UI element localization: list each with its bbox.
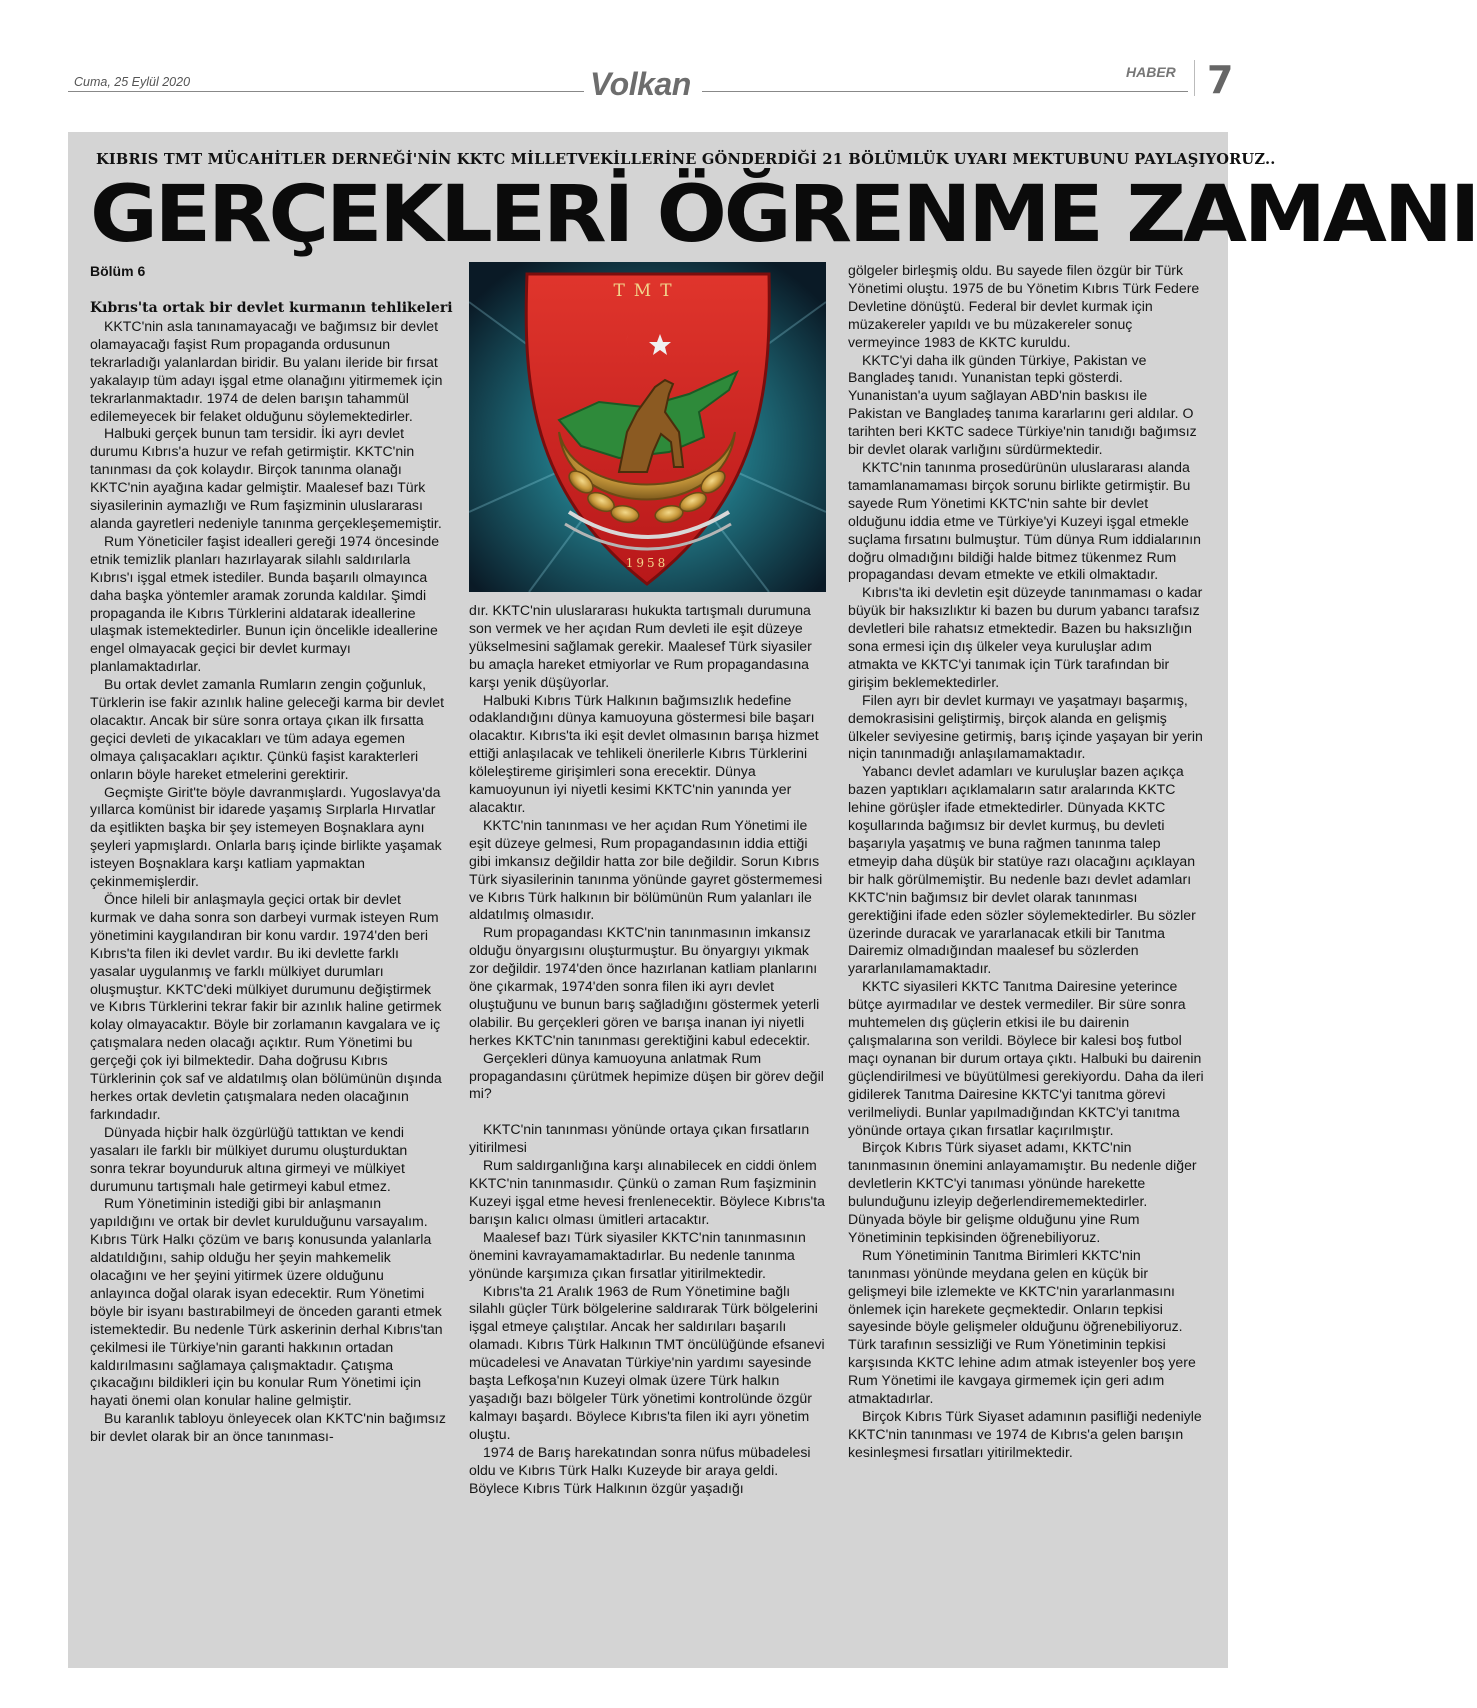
- paragraph: Halbuki Kıbrıs Türk Halkının bağımsızlık hedefine odaklandığını dünya kamuoyuna göstermesi bile başarı olacaktır. Kıbrıs'ta iki eşit devlet olmasının barışa hizmet ettiği anlaşılacak ve tehlikeli önerilerle Kıbrıs Türklerini köleleştireme girişimleri sona erecektir. Dünya kamuoyunun iyi niyetli kesimi KKTC'nin yanında yer alacaktır.: [469, 691, 819, 815]
- newspaper-logo: Volkan: [590, 66, 691, 102]
- paragraph: Halbuki gerçek bunun tam tersidir. İki ayrı devlet durumu Kıbrıs'a huzur ve refah getirmiştir. KKTC'nin tanınması da çok kolaydır. Birçok tanınma olanağı KKTC'nin ayağına kadar gelmiştir. Maalesef bazı Türk siyasilerinin aymazlığı ve Rum faşizminin uluslararası alanda gayretleri nedeniyle tanınma gerçekleşememiştir.: [90, 425, 442, 531]
- paragraph: Rum propagandası KKTC'nin tanınmasının imkansız olduğu önyargısını oluşturmuştur. Bu önyargıyı yıkmak zor değildir. 1974'den önce hazırlanan katliam planlarını öne çıkarmak, 1974'den sonra filen iki ayrı devlet oluştuğunu ve bunun barış sağladığını göstermek yeterli olabilir. Bu gerçekleri gören ve barışa inanan iyi niyetli herkes KKTC'nin tanınması gerektiğini kabul edecektir.: [469, 924, 820, 1048]
- paragraph: KKTC'nin tanınması ve her açıdan Rum Yönetimi ile eşit düzeye gelmesi, Rum propagandasının iddia ettiği gibi imkansız değildir hatta zor bile değildir. Sorun Kıbrıs Türk siyasilerinin tanınma yönünde gayret göstermemesi ve Kıbrıs Türk halkının bir bölümünün Rum yalanları ile aldatılmış olmasıdır.: [469, 816, 823, 923]
- tmt-emblem-image: [469, 262, 826, 592]
- paragraph: Yabancı devlet adamları ve kuruluşlar bazen açıkça bazen yaptıkları açıklamaların satır aralarında KKTC lehine görüşler ifade etmektedirler. Dünyada KKTC koşullarında bağımsız bir devlet kurmuş, bu devleti başarıyla yaşatmış ve buna rağmen tanınma talep etmeyip daha düşük bir statüye razı olacağını açıklayan bir halk görülmemiştir. Bu nedenle bazı devlet adamları KKTC'nin bağımsız bir devlet olarak tanınması gerektiğini ifade eden sözler söylemektedirler. Bu sözler üzerinde duracak ve yararlanacak etkili bir Tanıtma Dairemiz olmadığından maalesef bu sözlerden yararlanılamamaktadır.: [848, 763, 1196, 977]
- paragraph: KKTC'nin asla tanınamayacağı ve bağımsız bir devlet olamayacağı faşist Rum propaganda ordusunun tekrarladığı yalanlardan biridir. Bu yalanı ileride bir fırsat yakalayıp tüm adayı işgal etme olanağını yitirmemek için tekrarlanmaktadır. 1974 de delen barışın tahammül edilemeyecek bir felaket olduğunu söylemektedirler.: [90, 318, 443, 424]
- paragraph: Rum saldırganlığına karşı alınabilecek en ciddi önlem KKTC'nin tanınmasıdır. Çünkü o zaman Rum faşizminin Kuzeyi işgal etme hevesi frenlenecektir. Böylece Kıbrıs'ta barışın kalıcı olması ümitleri artacaktır.: [469, 1157, 825, 1227]
- paragraph: Rum Yöneticiler faşist idealleri gereği 1974 öncesinde etnik temizlik planları hazırlayarak silahlı saldırılarla Kıbrıs'ı işgal etmek istediler. Bunda başarılı olmayınca daha başka yöntemler aramak zorunda kaldılar. Şimdi propaganda ile Kıbrıs Türklerini aldatarak ideallerine ulaşmak istemektedirler. Bunun için öncelikle ideallerine engel olmayacak geçici bir devlet kurmayı planlamaktadırlar.: [90, 532, 440, 675]
- paragraph: 1974 de Barış harekatından sonra nüfus mübadelesi oldu ve Kıbrıs Türk Halkı Kuzeyde bir araya geldi. Böylece Kıbrıs Türk Halkının özgür yaşadığı: [469, 1443, 811, 1496]
- article-part: Bölüm 6: [90, 263, 146, 279]
- article-subhead: Kıbrıs'ta ortak bir devlet kurmanın tehlikeleri: [90, 300, 453, 316]
- paragraph: Birçok Kıbrıs Türk siyaset adamı, KKTC'nin tanınmasının önemini anlayamamıştır. Bu nedenle diğer devletlerin KKTC'yi tanıması yönünde harekette bulunduğunu izleyip değerlendirememektedirler. Dünyada böyle bir gelişme olduğunu yine Rum Yönetiminin tepkisinden öğrenebiliyoruz.: [848, 1139, 1197, 1245]
- paragraph: Dünyada hiçbir halk özgürlüğü tattıktan ve kendi yasaları ile farklı bir mülkiyet durumu oluşturduktan sonra tekrar boyunduruk altına girmeyi ve mülkiyet durumunu tartışmalı hale getirmeyi kabul etmez.: [90, 1123, 408, 1194]
- paragraph: dır. KKTC'nin uluslararası hukukta tartışmalı durumuna son vermek ve her açıdan Rum devleti ile eşit düzeye yükselmesini sağlamak gerekir. Maalesef Türk siyasiler bu amaçla hareket etmiyorlar ve Rum propagandasına karşı yenik düşüyorlar.: [469, 602, 812, 690]
- paragraph: Filen ayrı bir devlet kurmayı ve yaşatmayı başarmış, demokrasisini geliştirmiş, birçok alanda en gelişmiş ülkeler seviyesine getirmiş, barış içinde yaşayan bir yerin niçin tanınmadığı anlaşılamamaktadır.: [848, 691, 1203, 762]
- paragraph: Gerçekleri dünya kamuoyuna anlatmak Rum propagandasını çürütmek hepimize düşen bir görev değil mi?: [469, 1049, 824, 1102]
- page-number-divider: [1194, 60, 1195, 96]
- paragraph: Rum Yönetiminin Tanıtma Birimleri KKTC'nin tanınması yönünde meydana gelen en küçük bir gelişmeyi bile izlemekte ve KKTC'nin yararlanmasını önlemek için harekete geçmektedir. Onların tepkisi sayesinde böyle gelişmeler olduğunu öğrenebiliyoruz. Türk tarafının sessizliği ve Rum Yönetiminin tepkisi karşısında KKTC lehine adım atmak isteyenler boş yere Rum Yönetimi ile kavgaya girmemek için geri adım atmaktadırlar.: [848, 1246, 1196, 1407]
- issue-date: Cuma, 25 Eylül 2020: [74, 75, 191, 89]
- article-column-1: [90, 318, 446, 1446]
- paragraph: Bu karanlık tabloyu önleyecek olan KKTC'nin bağımsız bir devlet olarak bir an önce tanınması-: [90, 1410, 446, 1445]
- paragraph: KKTC siyasileri KKTC Tanıtma Dairesine yeterince bütçe ayırmadılar ve destek vermediler. Bir süre sonra muhtemelen dış güçlerin etkisi ile bu dairenin çalışmalarına son verildi. Böylece bir kalesi boş futbol maçı oynanan bir durum ortaya çıktı. Halbuki bu dairenin güçlendirilmesi ve büyütülmesi gerekiyordu. Daha da ileri gidilerek Tanıtma Dairesine KKTC'yi tanıtma görevi verilmeliydi. Bunlar yapılmadığından KKTC'yi tanıtma yönünde ortaya çıkan fırsatlar kaçırılmıştır.: [848, 978, 1204, 1138]
- section-subheading: KKTC'nin tanınması yönünde ortaya çıkan fırsatların yitirilmesi: [469, 1121, 810, 1156]
- paragraph: Kıbrıs'ta 21 Aralık 1963 de Rum Yönetimine bağlı silahlı güçler Türk bölgelerine saldırarak Türk bölgelerini işgal etmeye çalıştılar. Ancak her saldırıları başarılı olamadı. Kıbrıs Türk Halkının TMT öncülüğünde efsanevi mücadelesi ve Anavatan Türkiye'nin yardımı sayesinde başta Lefkoşa'nın Kuzeyi olmak üzere Türk halkın yaşadığı bazı bölgeler Türk yönetimi kontrolünde özgür kalmayı başardı. Böylece Kıbrıs'ta filen iki ayrı yönetim oluştu.: [469, 1282, 825, 1442]
- section-label: HABER: [1126, 64, 1176, 80]
- article-headline: GERÇEKLERİ ÖĞRENME ZAMANI: [90, 170, 1477, 260]
- paragraph: KKTC'nin tanınma prosedürünün uluslararası alanda tamamlanamaması birçok sorunu birlikte getirmiştir. Bu sayede Rum Yönetimi KKTC'nin sahte bir devlet olduğunu iddia etme ve Türkiye'yi Kuzeyi işgal etmekle suçlama fırsatını bulmuştur. Tüm dünya Rum iddialarının doğru olmadığını bildiği halde bitmez tükenmez Rum propagandası devam etmekte ve etkili olmaktadır.: [848, 458, 1202, 583]
- emblem-lettering: TMT: [613, 281, 681, 301]
- paragraph: Bu ortak devlet zamanla Rumların zengin çoğunluk, Türklerin ise fakir azınlık haline geleceği karma bir devlet olacaktır. Ancak bir süre sonra ortaya çıkan ilk fırsatta geçici devleti de yıkacakları ve tüm adaya egemen olmaya çalışacakları açıktır. Çünkü faşist karakterleri onların böyle hareket etmelerini gerektirir.: [90, 676, 445, 782]
- page-number: 7: [1207, 58, 1234, 102]
- header-rule-right: [702, 91, 1188, 92]
- paragraph: Kıbrıs'ta iki devletin eşit düzeyde tanınmaması o kadar büyük bir haksızlıktır ki bazen bu durum yabancı tarafsız devletleri bile rahatsız etmektedir. Bazen bu haksızlığın sona ermesi için dış ülkeler veya kuruluşlar adım atmakta ve KKTC'yi tanımak için Türk tarafından bir girişim beklemektedirler.: [848, 584, 1203, 690]
- paragraph: Maalesef bazı Türk siyasiler KKTC'nin tanınmasının önemini kavrayamamaktadırlar. Bu nedenle tanınma yönünde karşımıza çıkan fırsatlar yitirilmektedir.: [469, 1228, 806, 1281]
- article-column-3: [848, 262, 1204, 1462]
- paragraph: Önce hileli bir anlaşmayla geçici ortak bir devlet kurmak ve daha sonra son darbeyi vurmak isteyen Rum yönetimini kaygılandıran bir konu vardır. 1974'den beri Kıbrıs'ta filen iki devlet vardır. Bu iki devlette farklı yasalar uygulanmış ve farklı mülkiyet durumları oluşmuştur. KKTC'deki mülkiyet durumunu değiştirmek ve Kıbrıs Türklerini tekrar fakir bir azınlık haline getirmek kolay olmayacaktır. Böyle bir zorlamanın kavgalara ve iç çatışmalara neden olacağı açıktır. Rum Yönetimi bu gerçeği çok iyi bilmektedir. Daha doğrusu Kıbrıs Türklerinin çok saf ve aldatılmış olan bölümünün dışında herkes ortak devletin çatışmalara neden olacağının farkındadır.: [90, 891, 442, 1122]
- paragraph: Birçok Kıbrıs Türk Siyaset adamının pasifliği nedeniyle KKTC'nin tanınması ve 1974 de Kıbrıs'a gelen barışın kesinleşmesi fırsatları yitirilmektedir.: [848, 1408, 1202, 1460]
- article-column-2: [469, 602, 825, 1497]
- header-rule-left: [68, 91, 584, 92]
- article-kicker: KIBRIS TMT MÜCAHİTLER DERNEĞİ'NİN KKTC MİLLETVEKİLLERİNE GÖNDERDİĞİ 21 BÖLÜMLÜK UYARI MEKTUBUNU PAYLAŞIYORUZ..: [96, 151, 1276, 168]
- paragraph: Geçmişte Girit'te böyle davranmışlardı. Yugoslavya'da yıllarca komünist bir idarede yaşamış Sırplarla Hırvatlar da eşitlikten başka bir şey istemeyen Boşnaklara aynı şeyleri yapmışlardı. Onlarla barış içinde birlikte yaşamak isteyen Boşnaklara karşı katliam yapmaktan çekinmemişlerdir.: [90, 783, 442, 890]
- paragraph: gölgeler birleşmiş oldu. Bu sayede filen özgür bir Türk Yönetimi oluştu. 1975 de bu Yönetim Kıbrıs Türk Federe Devletine dönüştü. Federal bir devlet kurmak için müzakereler yapıldı ve bu müzakereler sonuç vermeyince 1983 de KKTC kuruldu.: [848, 262, 1200, 350]
- paragraph: KKTC'yi daha ilk günden Türkiye, Pakistan ve Bangladeş tanıdı. Yunanistan tepki gösterdi. Yunanistan'a uyum sağlayan ABD'nin baskısı ile Pakistan ve Bangladeş tanıma kararlarını geri aldılar. O tarihten beri KKTC sadece Türkiye'nin tanıdığı bağımsız bir devlet olarak varlığını sürdürmektedir.: [848, 351, 1197, 458]
- emblem-year: 1958: [625, 556, 669, 570]
- paragraph: Rum Yönetiminin istediği gibi bir anlaşmanın yapıldığını ve ortak bir devlet kurulduğunu varsayalım. Kıbrıs Türk Halkı çözüm ve barış konusunda yalanlarla aldatıldığını, sahip olduğu her şeyin mahkemelik olacağını ve her şeyini yitirmek üzere olduğunu anlayınca doğal olarak isyan edecektir. Rum Yönetimi böyle bir isyanı bastırabilmeyi de önceden garanti etmek istemektedir. Bu nedenle Türk askerinin derhal Kıbrıs'tan çekilmesi ile Türkiye'nin garanti hakkının ortadan kaldırılmasını sağlamaya çalışmaktadır. Çatışma çıkacağını bildikleri için bu konular Rum Yönetimi için hayati önemi olan konular haline gelmiştir.: [90, 1195, 443, 1409]
